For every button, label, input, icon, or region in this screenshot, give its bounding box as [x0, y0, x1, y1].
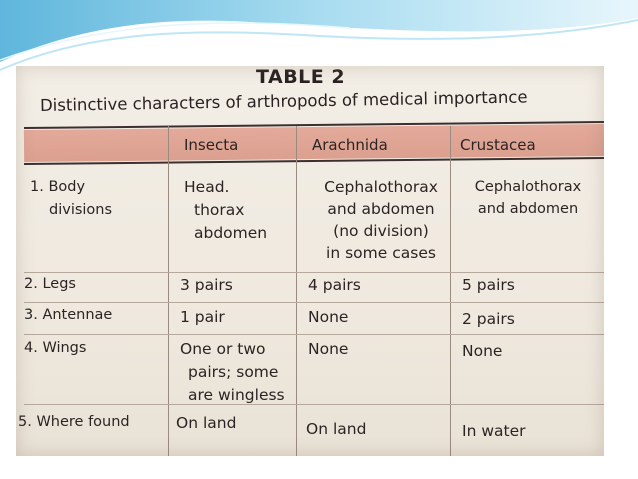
- column-header-crustacea: Crustacea: [460, 136, 536, 154]
- cell-crustacea: In water: [462, 422, 526, 440]
- cell-arachnida: 4 pairs: [308, 276, 361, 294]
- row-label: 1. Body divisions: [30, 179, 113, 218]
- row-label: 5. Where found: [18, 414, 130, 430]
- column-header-arachnida: Arachnida: [312, 136, 388, 154]
- cell-arachnida: Cephalothorax and abdomen (no division) in some cases: [324, 178, 438, 262]
- cell-insecta: One or two pairs; some are wingless: [180, 340, 285, 404]
- cell-insecta: Head. thorax abdomen: [184, 178, 268, 242]
- row-divider: [24, 404, 604, 405]
- cell-crustacea: Cephalothorax and abdomen: [474, 179, 582, 217]
- table-title: TABLE 2: [256, 66, 346, 88]
- cell-insecta: 3 pairs: [180, 276, 233, 294]
- table-caption: Distinctive characters of arthropods of medical importance: [39, 87, 528, 115]
- row-divider: [24, 302, 604, 303]
- cell-insecta: On land: [176, 414, 237, 432]
- cell-crustacea: 2 pairs: [462, 310, 515, 328]
- cell-arachnida: None: [308, 308, 349, 326]
- cell-crustacea: 5 pairs: [462, 276, 515, 294]
- row-label: 3. Antennae: [24, 307, 113, 323]
- column-header-insecta: Insecta: [184, 136, 239, 154]
- table-photo: [16, 66, 604, 456]
- column-divider: [168, 126, 169, 456]
- row-divider: [24, 334, 604, 335]
- row-label: 4. Wings: [24, 340, 87, 356]
- column-divider: [296, 126, 297, 456]
- cell-arachnida: None: [308, 340, 349, 358]
- cell-insecta: 1 pair: [180, 308, 225, 326]
- cell-crustacea: None: [462, 342, 503, 360]
- row-label: 2. Legs: [24, 276, 76, 292]
- cell-arachnida: On land: [306, 420, 367, 438]
- row-divider: [24, 272, 604, 273]
